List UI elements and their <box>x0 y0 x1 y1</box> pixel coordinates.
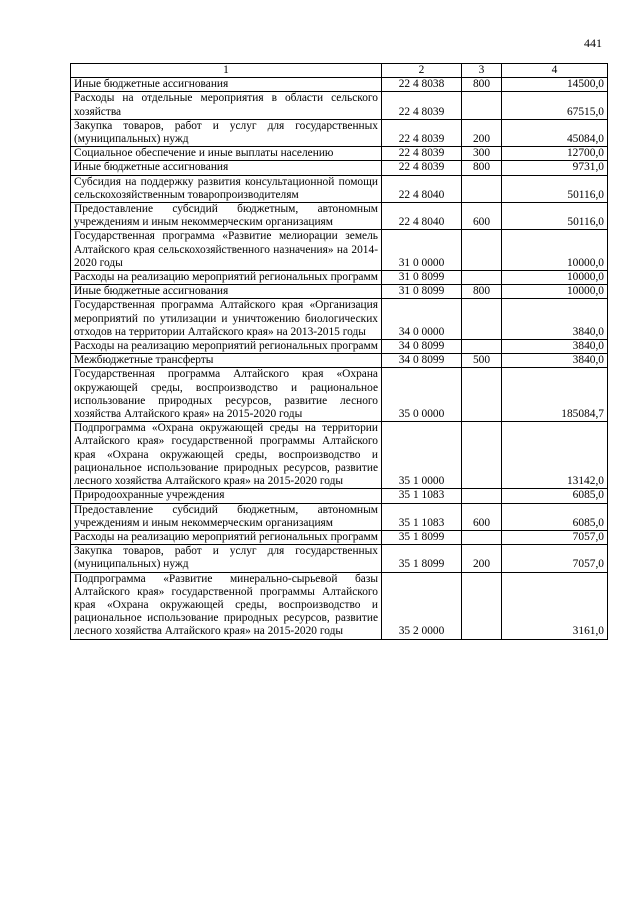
cell-name: Природоохранные учреждения <box>71 489 382 503</box>
cell-code: 35 2 0000 <box>382 572 462 639</box>
cell-code: 31 0 0000 <box>382 230 462 271</box>
cell-type: 500 <box>462 354 502 368</box>
cell-name: Иные бюджетные ассигнования <box>71 161 382 175</box>
header-cell-code: 2 <box>382 64 462 78</box>
cell-sum: 13142,0 <box>502 422 608 489</box>
cell-name: Предоставление субсидий бюджетным, автономным учреждениям и иным некоммерческим организациям <box>71 503 382 530</box>
cell-type: 200 <box>462 119 502 146</box>
cell-sum: 9731,0 <box>502 161 608 175</box>
cell-code: 35 1 8099 <box>382 545 462 572</box>
cell-name: Подпрограмма «Развитие минерально-сырьевой базы Алтайского края» государственной программы Алтайского края «Охрана окружающей среды, воспроизводство и рациональное использование природных ресурсов, развитие лесного хозяйства Алтайского края» на 2015-2020 годы <box>71 572 382 639</box>
header-cell-name: 1 <box>71 64 382 78</box>
cell-sum: 10000,0 <box>502 285 608 299</box>
cell-code: 34 0 0000 <box>382 299 462 340</box>
cell-type: 200 <box>462 545 502 572</box>
cell-name: Иные бюджетные ассигнования <box>71 78 382 92</box>
table-row <box>71 175 608 202</box>
cell-sum: 3840,0 <box>502 299 608 340</box>
table-row <box>71 368 608 422</box>
table-row <box>71 147 608 161</box>
cell-code: 22 4 8040 <box>382 175 462 202</box>
table-row <box>71 230 608 271</box>
cell-type: 800 <box>462 78 502 92</box>
cell-name: Государственная программа «Развитие мелиорации земель Алтайского края сельскохозяйственного назначения» на 2014-2020 годы <box>71 230 382 271</box>
cell-type <box>462 92 502 119</box>
cell-type <box>462 230 502 271</box>
cell-type <box>462 530 502 544</box>
table-row <box>71 545 608 572</box>
cell-code: 35 1 1083 <box>382 489 462 503</box>
cell-sum: 6085,0 <box>502 503 608 530</box>
table-row <box>71 161 608 175</box>
cell-sum: 7057,0 <box>502 545 608 572</box>
cell-name: Закупка товаров, работ и услуг для государственных (муниципальных) нужд <box>71 545 382 572</box>
cell-type <box>462 368 502 422</box>
cell-name: Расходы на реализацию мероприятий региональных программ <box>71 530 382 544</box>
cell-type: 800 <box>462 285 502 299</box>
cell-type: 600 <box>462 503 502 530</box>
table-row <box>71 92 608 119</box>
cell-code: 31 0 8099 <box>382 285 462 299</box>
cell-code: 22 4 8038 <box>382 78 462 92</box>
cell-code: 22 4 8039 <box>382 92 462 119</box>
cell-code: 22 4 8039 <box>382 161 462 175</box>
cell-sum: 50116,0 <box>502 175 608 202</box>
cell-sum: 45084,0 <box>502 119 608 146</box>
table-row <box>71 203 608 230</box>
table-row <box>71 530 608 544</box>
cell-sum: 3840,0 <box>502 340 608 354</box>
cell-code: 35 1 8099 <box>382 530 462 544</box>
cell-sum: 67515,0 <box>502 92 608 119</box>
header-cell-type: 3 <box>462 64 502 78</box>
cell-name: Расходы на реализацию мероприятий региональных программ <box>71 271 382 285</box>
cell-type <box>462 271 502 285</box>
cell-code: 22 4 8039 <box>382 147 462 161</box>
cell-sum: 7057,0 <box>502 530 608 544</box>
header-cell-sum: 4 <box>502 64 608 78</box>
cell-type: 300 <box>462 147 502 161</box>
page-number: 441 <box>584 36 602 50</box>
table-row <box>71 340 608 354</box>
cell-code: 34 0 8099 <box>382 354 462 368</box>
table-row <box>71 299 608 340</box>
cell-code: 22 4 8040 <box>382 203 462 230</box>
cell-name: Государственная программа Алтайского края «Организация мероприятий по утилизации и уничтожению биологических отходов на территории Алтайского края» на 2013-2015 годы <box>71 299 382 340</box>
table-row <box>71 503 608 530</box>
cell-code: 35 1 1083 <box>382 503 462 530</box>
cell-type <box>462 299 502 340</box>
cell-type <box>462 572 502 639</box>
cell-name: Субсидия на поддержку развития консультационной помощи сельскохозяйственным товаропроизводителям <box>71 175 382 202</box>
cell-code: 35 0 0000 <box>382 368 462 422</box>
cell-code: 31 0 8099 <box>382 271 462 285</box>
cell-type <box>462 175 502 202</box>
cell-sum: 3161,0 <box>502 572 608 639</box>
cell-sum: 10000,0 <box>502 230 608 271</box>
cell-sum: 185084,7 <box>502 368 608 422</box>
cell-type: 600 <box>462 203 502 230</box>
table-row <box>71 285 608 299</box>
cell-name: Подпрограмма «Охрана окружающей среды на территории Алтайского края» государственной программы Алтайского края «Охрана окружающей среды, воспроизводство и рациональное использование природных ресурсов, развитие лесного хозяйства Алтайского края» на 2015-2020 годы <box>71 422 382 489</box>
table-row <box>71 78 608 92</box>
cell-code: 34 0 8099 <box>382 340 462 354</box>
cell-sum: 50116,0 <box>502 203 608 230</box>
table-row <box>71 119 608 146</box>
cell-type <box>462 340 502 354</box>
cell-name: Государственная программа Алтайского края «Охрана окружающей среды, воспроизводство и рациональное использование природных ресурсов, развитие лесного хозяйства Алтайского края» на 2015-2020 годы <box>71 368 382 422</box>
cell-name: Расходы на отдельные мероприятия в области сельского хозяйства <box>71 92 382 119</box>
cell-name: Расходы на реализацию мероприятий региональных программ <box>71 340 382 354</box>
cell-sum: 3840,0 <box>502 354 608 368</box>
cell-sum: 12700,0 <box>502 147 608 161</box>
cell-name: Социальное обеспечение и иные выплаты населению <box>71 147 382 161</box>
table-row <box>71 271 608 285</box>
budget-table <box>70 63 608 640</box>
cell-type: 800 <box>462 161 502 175</box>
cell-sum: 6085,0 <box>502 489 608 503</box>
table-row <box>71 354 608 368</box>
table-row <box>71 422 608 489</box>
cell-type <box>462 422 502 489</box>
cell-name: Предоставление субсидий бюджетным, автономным учреждениям и иным некоммерческим организациям <box>71 203 382 230</box>
cell-name: Иные бюджетные ассигнования <box>71 285 382 299</box>
cell-code: 22 4 8039 <box>382 119 462 146</box>
cell-type <box>462 489 502 503</box>
header-row <box>71 64 608 78</box>
table-row <box>71 489 608 503</box>
cell-sum: 10000,0 <box>502 271 608 285</box>
cell-code: 35 1 0000 <box>382 422 462 489</box>
cell-name: Межбюджетные трансферты <box>71 354 382 368</box>
table-row <box>71 572 608 639</box>
cell-sum: 14500,0 <box>502 78 608 92</box>
cell-name: Закупка товаров, работ и услуг для государственных (муниципальных) нужд <box>71 119 382 146</box>
